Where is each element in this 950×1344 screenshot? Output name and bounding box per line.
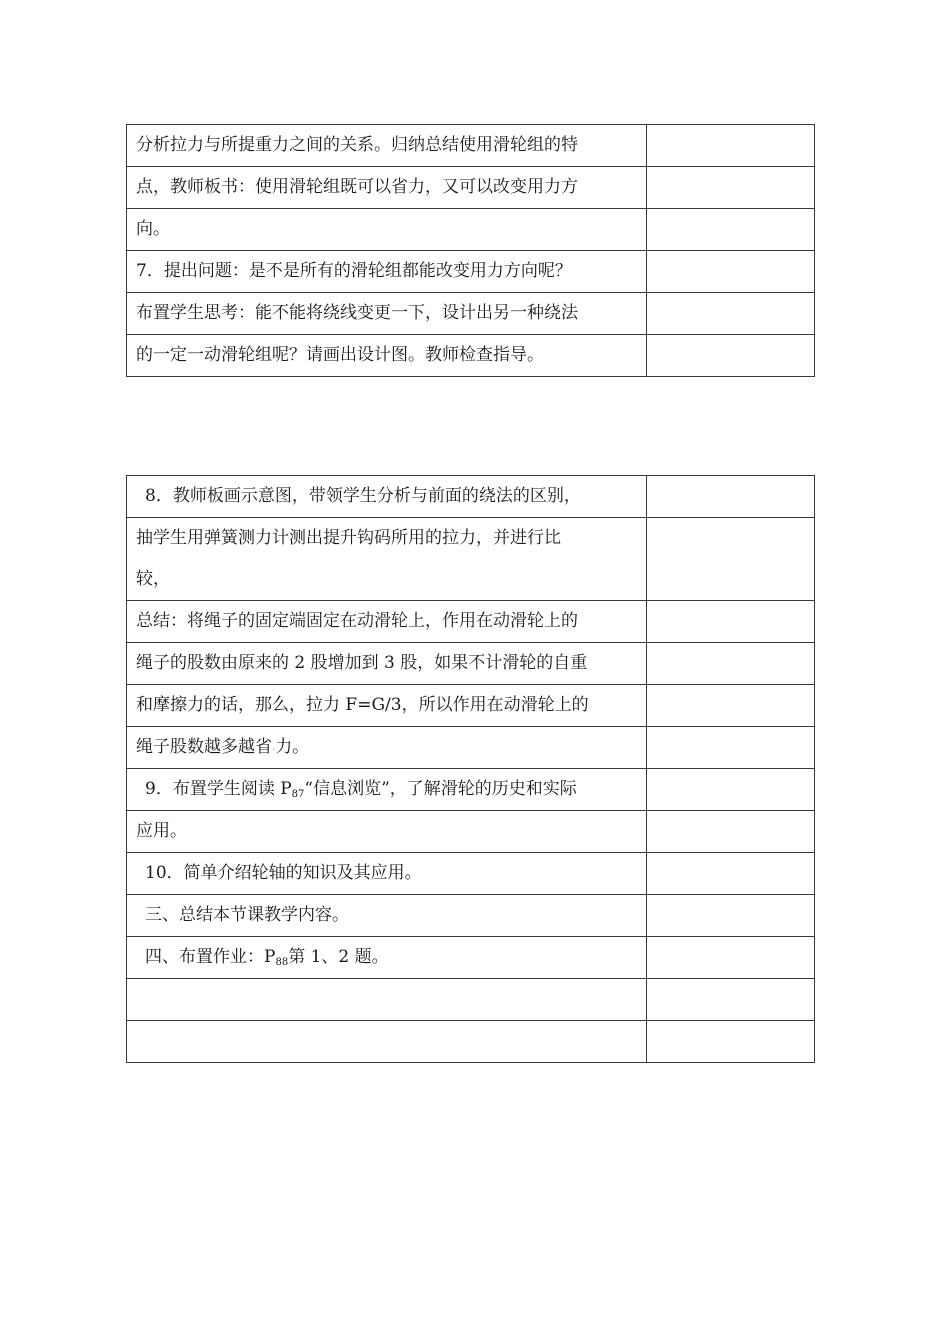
content-cell: 总结：将绳子的固定端固定在动滑轮上，作用在动滑轮上的 — [127, 601, 647, 643]
table-row — [127, 937, 815, 979]
content-cell: 7．提出问题：是不是所有的滑轮组都能改变用力方向呢？ — [127, 251, 647, 293]
notes-cell — [647, 769, 815, 811]
notes-cell — [647, 476, 815, 518]
notes-cell — [647, 1021, 815, 1063]
table-row — [127, 643, 815, 685]
text-run: 9．布置学生阅读 P — [145, 779, 292, 799]
content-cell — [127, 769, 647, 811]
notes-cell — [647, 209, 815, 251]
page-subscript: 87 — [291, 789, 305, 800]
content-cell: 绳子的股数由原来的 2 股增加到 3 股，如果不计滑轮的自重 — [127, 643, 647, 685]
table-row — [127, 335, 815, 377]
table-row — [127, 727, 815, 769]
table-row — [127, 979, 815, 1021]
text-run: 第 1、2 题。 — [288, 947, 389, 967]
empty-cell — [127, 979, 647, 1021]
content-cell: 布置学生思考：能不能将绕线变更一下，设计出另一种绕法 — [127, 293, 647, 335]
table-row — [127, 293, 815, 335]
table-row — [127, 125, 815, 167]
notes-cell — [647, 167, 815, 209]
content-cell — [127, 937, 647, 979]
notes-cell — [647, 518, 815, 601]
notes-cell — [647, 601, 815, 643]
content-cell: 向。 — [127, 209, 647, 251]
notes-cell — [647, 293, 815, 335]
content-cell: 点，教师板书：使用滑轮组既可以省力，又可以改变用力方 — [127, 167, 647, 209]
notes-cell — [647, 125, 815, 167]
page-subscript: 88 — [275, 957, 289, 968]
table-row — [127, 685, 815, 727]
table-row — [127, 518, 815, 601]
table-row — [127, 811, 815, 853]
empty-cell — [127, 1021, 647, 1063]
text-line: 抽学生用弹簧测力计测出提升钩码所用的拉力，并进行比 — [136, 528, 561, 548]
lesson-table-2 — [126, 475, 815, 1063]
notes-cell — [647, 251, 815, 293]
notes-cell — [647, 895, 815, 937]
notes-cell — [647, 979, 815, 1021]
text-run: 力。 — [275, 737, 310, 757]
content-cell — [127, 518, 647, 601]
table-row — [127, 1021, 815, 1063]
notes-cell — [647, 811, 815, 853]
content-cell — [127, 727, 647, 769]
table-row — [127, 853, 815, 895]
table-row — [127, 895, 815, 937]
content-cell: 分析拉力与所提重力之间的关系。归纳总结使用滑轮组的特 — [127, 125, 647, 167]
text-line: 较， — [136, 569, 170, 589]
notes-cell — [647, 937, 815, 979]
text-run: “信息浏览”，了解滑轮的历史和实际 — [304, 779, 577, 799]
notes-cell — [647, 643, 815, 685]
table-row — [127, 769, 815, 811]
table-row — [127, 167, 815, 209]
text-run: 绳子股数越多越省 — [136, 737, 272, 757]
notes-cell — [647, 727, 815, 769]
content-cell: 应用。 — [127, 811, 647, 853]
content-cell: 的一定一动滑轮组呢？请画出设计图。教师检查指导。 — [127, 335, 647, 377]
notes-cell — [647, 335, 815, 377]
lesson-table-1 — [126, 124, 815, 377]
text-run: 四、布置作业：P — [145, 947, 276, 967]
notes-cell — [647, 853, 815, 895]
table-row — [127, 251, 815, 293]
table-row — [127, 209, 815, 251]
content-cell: 和摩擦力的话，那么，拉力 F=G/3，所以作用在动滑轮上的 — [127, 685, 647, 727]
content-cell: 8．教师板画示意图，带领学生分析与前面的绕法的区别， — [127, 476, 647, 518]
emphasis-dot: . — [272, 742, 276, 753]
table-row — [127, 476, 815, 518]
content-cell: 10．简单介绍轮轴的知识及其应用。 — [127, 853, 647, 895]
table-row — [127, 601, 815, 643]
content-cell: 三、总结本节课教学内容。 — [127, 895, 647, 937]
notes-cell — [647, 685, 815, 727]
